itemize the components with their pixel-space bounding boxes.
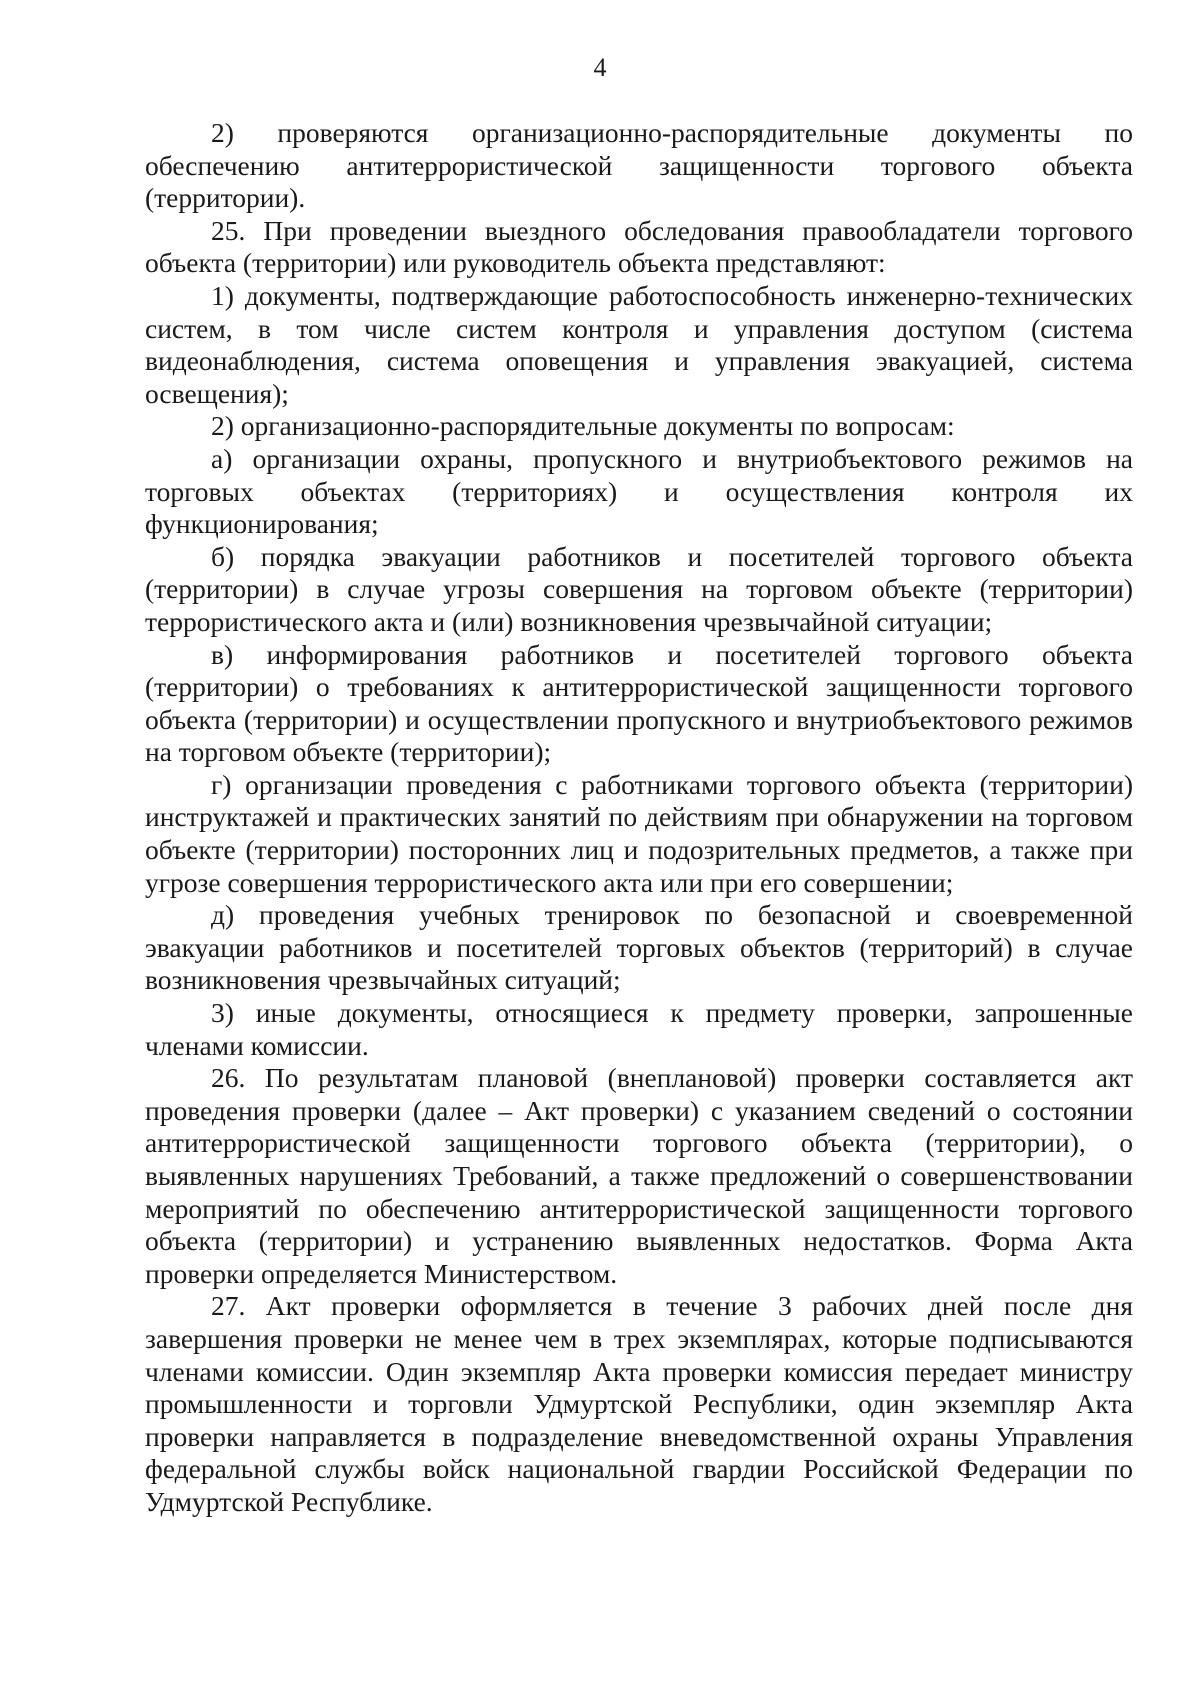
- paragraph-item-1-engineering-systems: 1) документы, подтверждающие работоспособность инженерно-технических систем, в том числе систем контроля и управления доступом (система видеонаблюдения, система оповещения и управления эвакуацией, система освещения);: [145, 279, 1133, 409]
- document-body: [145, 117, 1133, 1519]
- paragraph-26-inspection-act: 26. По результатам плановой (внеплановой) проверки составляется акт проведения проверки (далее – Акт проверки) с указанием сведений о состоянии антитеррористической защищенности торгового объекта (территории), о выявленных нарушениях Требований, а также предложений о совершенствовании мероприятий по обеспечению антитеррористической защищенности торгового объекта (территории) и устранению выявленных недостатков. Форма Акта проверки определяется Министерством.: [145, 1062, 1133, 1289]
- paragraph-item-3-other-documents: 3) иные документы, относящиеся к предмету проверки, запрошенные членами комиссии.: [145, 997, 1133, 1061]
- paragraph-subitem-g: г) организации проведения с работниками торгового объекта (территории) инструктажей и практических занятий по действиям при обнаружении на торговом объекте (территории) посторонних лиц и подозрительных предметов, а также при угрозе совершения террористического акта или при его совершении;: [145, 768, 1133, 898]
- paragraph-subitem-d: д) проведения учебных тренировок по безопасной и своевременной эвакуации работников и посетителей торговых объектов (территорий) в случае возникновения чрезвычайных ситуаций;: [145, 899, 1133, 996]
- paragraph-subitem-a: а) организации охраны, пропускного и внутриобъектового режимов на торговых объектах (территориях) и осуществления контроля их функционирования;: [145, 442, 1133, 540]
- paragraph-item-2-documents-checked: 2) проверяются организационно-распорядительные документы по обеспечению антитеррористической защищенности торгового объекта (территории).: [145, 117, 1133, 214]
- paragraph-subitem-b: б) порядка эвакуации работников и посетителей торгового объекта (территории) в случае угрозы совершения на торговом объекте (территории) террористического акта и (или) возникновения чрезвычайной ситуации;: [145, 540, 1133, 637]
- paragraph-27-act-execution: 27. Акт проверки оформляется в течение 3 рабочих дней после дня завершения проверки не менее чем в трех экземплярах, которые подписываются членами комиссии. Один экземпляр Акта проверки комиссия передает министру промышленности и торговли Удмуртской Республики, один экземпляр Акта проверки направляется в подразделение вневедомственной охраны Управления федеральной службы войск национальной гвардии Российской Федерации по Удмуртской Республике.: [145, 1290, 1133, 1517]
- page-number: 4: [593, 53, 607, 82]
- paragraph-subitem-v: в) информирования работников и посетителей торгового объекта (территории) о требованиях к антитеррористической защищенности торгового объекта (территории) и осуществлении пропускного и внутриобъектового режимов на торговом объекте (территории);: [145, 638, 1133, 768]
- paragraph-25-intro: 25. При проведении выездного обследования правообладатели торгового объекта (территории) или руководитель объекта представляют:: [145, 214, 1133, 279]
- paragraph-item-2-organizational-documents: 2) организационно-распорядительные документы по вопросам:: [211, 410, 955, 442]
